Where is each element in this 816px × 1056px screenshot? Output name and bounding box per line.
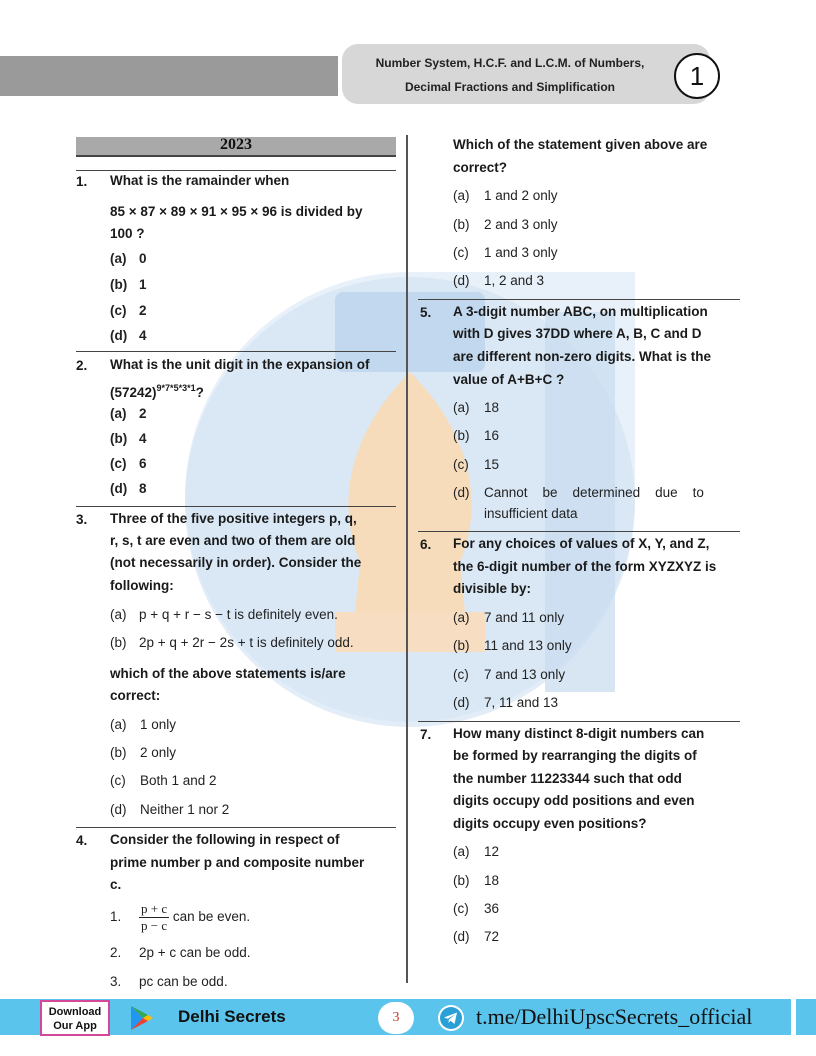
option-text: 11 and 13 only [484, 638, 572, 653]
option-label: (b) [453, 428, 470, 443]
option-label: (d) [110, 328, 128, 343]
option-label: (a) [110, 251, 127, 266]
question-number: 7. [420, 727, 432, 742]
option-label: (a) [110, 406, 127, 421]
question-text: 100 ? [110, 226, 145, 241]
footer-edge [791, 999, 796, 1035]
question-text: What is the ramainder when [110, 173, 290, 188]
option-text: 4 [139, 431, 147, 446]
telegram-icon[interactable] [438, 1005, 464, 1031]
rule [418, 531, 740, 532]
question-text: digits occupy even positions? [453, 816, 647, 831]
question-text: How many distinct 8-digit numbers can [453, 726, 705, 741]
option-label: (d) [453, 695, 470, 710]
option-text: 7, 11 and 13 [484, 695, 559, 710]
option-label: (c) [110, 303, 127, 318]
question-text: divisible by: [453, 581, 532, 596]
play-store-icon[interactable] [126, 1003, 156, 1033]
question-text: which of the above statements is/are [110, 666, 346, 681]
question-number: 2. [76, 358, 88, 373]
question-text: the 6-digit number of the form XYZXYZ is [453, 559, 717, 574]
brand-name: Delhi Secrets [178, 1007, 286, 1026]
question-text: following: [110, 578, 174, 593]
download-label-line1: Download [48, 1006, 102, 1018]
fraction [139, 901, 169, 934]
rule [76, 506, 396, 507]
statement-text: p + q + r − s − t is definitely even. [139, 607, 338, 622]
question-text: with D gives 37DD where A, B, C and D [453, 326, 702, 341]
statement-text: can be even. [172, 909, 251, 925]
option-text: 12 [484, 844, 500, 859]
question-text: the number 11223344 such that odd [453, 771, 682, 786]
question-text: value of A+B+C ? [453, 372, 565, 387]
option-label: (c) [453, 457, 469, 472]
option-label: (d) [453, 929, 470, 944]
telegram-link[interactable]: t.me/DelhiUpscSecrets_official [476, 1004, 753, 1029]
rule [76, 351, 396, 352]
option-label: (c) [453, 245, 469, 260]
option-text: 16 [484, 428, 500, 443]
statement-label: (a) [110, 607, 127, 622]
option-text: 72 [484, 929, 500, 944]
chapter-title-line2: Decimal Fractions and Simplification [404, 80, 616, 94]
question-number: 4. [76, 833, 88, 848]
option-label: (a) [453, 400, 470, 415]
page-number: 3 [378, 1002, 414, 1034]
question-number: 5. [420, 305, 432, 320]
fraction-statement [139, 901, 250, 934]
option-text: insufficient data [484, 506, 578, 521]
rule [418, 721, 740, 722]
fraction-denominator: p − c [141, 918, 168, 933]
question-text: What is the unit digit in the expansion of [110, 357, 370, 372]
option-text: 7 and 11 only [484, 610, 565, 625]
option-text: Both 1 and 2 [140, 773, 217, 788]
expansion-base: (57242) [110, 385, 157, 400]
option-text: 18 [484, 400, 500, 415]
option-text: 36 [484, 901, 500, 916]
option-text: 2 [139, 303, 147, 318]
year-heading: 2023 [220, 136, 252, 153]
question-text: c. [110, 877, 122, 892]
option-text: 1 only [140, 717, 177, 732]
option-label: (d) [110, 481, 128, 496]
question-mark: ? [195, 385, 204, 400]
option-text: 2 [139, 406, 147, 421]
statement-number: 1. [110, 909, 122, 924]
question-text: digits occupy odd positions and even [453, 793, 695, 808]
option-text: 18 [484, 873, 500, 888]
question-text: Which of the statement given above are [453, 137, 708, 152]
statement-number: 2. [110, 945, 122, 960]
option-label: (b) [110, 745, 127, 760]
question-text: be formed by rearranging the digits of [453, 748, 697, 763]
option-label: (b) [453, 873, 470, 888]
statement-number: 3. [110, 974, 122, 989]
download-app-button[interactable] [40, 1000, 110, 1036]
question-text: Three of the five positive integers p, q, [110, 511, 357, 526]
option-label: (c) [453, 901, 469, 916]
question-text: (not necessarily in order). Consider the [110, 555, 362, 570]
rule [418, 299, 740, 300]
download-label-line2: Our App [53, 1020, 97, 1032]
statement-text: 2p + c can be odd. [139, 945, 251, 960]
statement-text: pc can be odd. [139, 974, 228, 989]
rule [76, 827, 396, 828]
question-text: correct: [110, 688, 161, 703]
option-label: (a) [453, 844, 470, 859]
option-label: (c) [453, 667, 469, 682]
option-text: 2 and 3 only [484, 217, 558, 232]
question-text: r, s, t are even and two of them are old [110, 533, 356, 548]
option-label: (b) [453, 217, 470, 232]
statement-label: (b) [110, 635, 127, 650]
question-text: correct? [453, 160, 508, 175]
chapter-title-line1: Number System, H.C.F. and L.C.M. of Numbers, [375, 56, 645, 70]
option-label: (d) [453, 273, 470, 288]
question-number: 3. [76, 512, 88, 527]
option-label: (a) [453, 610, 470, 625]
option-text: 0 [139, 251, 147, 266]
option-text: 1, 2 and 3 [484, 273, 545, 288]
chapter-title-box [342, 44, 710, 104]
option-text: Cannot be determined due to [484, 485, 704, 500]
option-label: (a) [110, 717, 127, 732]
option-text: 6 [139, 456, 147, 471]
chapter-number: 1 [674, 53, 720, 99]
option-text: Neither 1 nor 2 [140, 802, 230, 817]
option-text: 2 only [140, 745, 177, 760]
header-bar [0, 56, 338, 96]
option-text: 8 [139, 481, 147, 496]
question-text [110, 377, 396, 405]
option-label: (b) [453, 638, 470, 653]
question-number: 6. [420, 537, 432, 552]
option-text: 7 and 13 only [484, 667, 566, 682]
expansion-exponent: 9*7*5*3*1 [156, 383, 196, 393]
option-label: (d) [110, 802, 127, 817]
option-label: (a) [453, 188, 470, 203]
fraction-numerator: p + c [141, 901, 168, 916]
option-label: (c) [110, 773, 126, 788]
question-text: For any choices of values of X, Y, and Z, [453, 536, 710, 551]
question-text: prime number p and composite number [110, 855, 365, 870]
question-text: 85 × 87 × 89 × 91 × 95 × 96 is divided by [110, 204, 363, 219]
option-text: 4 [139, 328, 147, 343]
option-text: 15 [484, 457, 500, 472]
option-label: (b) [110, 431, 128, 446]
statement-text: 2p + q + 2r − 2s + t is definitely odd. [139, 635, 354, 650]
question-text: are different non-zero digits. What is the [453, 349, 712, 364]
question-number: 1. [76, 174, 88, 189]
question-text: A 3-digit number ABC, on multiplication [453, 304, 708, 319]
option-text: 1 and 3 only [484, 245, 558, 260]
column-divider [406, 135, 408, 983]
question-text: Consider the following in respect of [110, 832, 340, 847]
option-label: (c) [110, 456, 127, 471]
option-text: 1 and 2 only [484, 188, 558, 203]
option-label: (b) [110, 277, 128, 292]
option-label: (d) [453, 485, 470, 500]
option-text: 1 [139, 277, 147, 292]
